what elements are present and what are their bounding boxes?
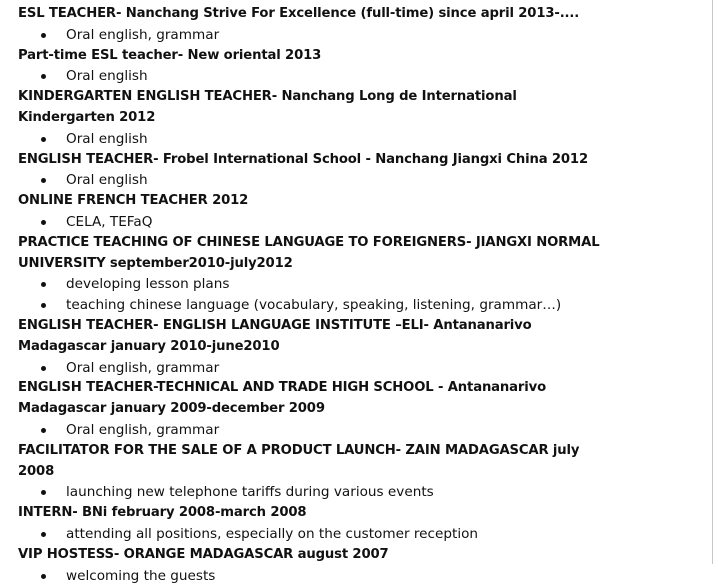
entry-title: VIP HOSTESS- ORANGE MADAGASCAR august 2007 [18,546,389,562]
entry-bullets [18,274,608,316]
page-edge-divider [712,0,718,564]
experience-entry [18,316,608,378]
bullet-item: Oral english [18,66,608,87]
entry-title: KINDERGARTEN ENGLISH TEACHER- Nanchang Long de International Kindergarten 2012 [18,89,517,125]
entry-title: ESL TEACHER- Nanchang Strive For Excellence (full-time) since april 2013-.... [18,6,580,21]
bullet-item: attending all positions, especially on the customer reception [18,524,608,545]
entry-bullets [18,420,608,441]
entry-bullets [18,25,608,46]
bullet-item: Oral english, grammar [18,25,608,46]
experience-entry [18,191,608,233]
bullet-item: launching new telephone tariffs during various events [18,482,608,503]
bullet-item: developing lesson plans [18,274,608,295]
entry-title: FACILITATOR FOR THE SALE OF A PRODUCT LAUNCH- ZAIN MADAGASCAR july 2008 [18,442,580,479]
entry-bullets [18,566,608,586]
entry-title: ONLINE FRENCH TEACHER 2012 [18,193,249,209]
entry-title: Part-time ESL teacher- New oriental 2013 [18,47,322,63]
bullet-item: welcoming the guests [18,566,608,586]
experience-entry [18,545,608,586]
experience-entry [18,46,608,88]
entry-title: ENGLISH TEACHER- ENGLISH LANGUAGE INSTITUTE –ELI- Antananarivo Madagascar january 2010-june2010 [18,317,532,354]
entry-bullets [18,129,608,150]
experience-entry [18,503,608,545]
bullet-item: teaching chinese language (vocabulary, speaking, listening, grammar…) [18,295,608,316]
bullet-item: Oral english, grammar [18,358,608,379]
entry-bullets [18,212,608,233]
entry-bullets [18,66,608,87]
experience-entry [18,441,608,503]
entry-bullets [18,524,608,545]
entry-title: PRACTICE TEACHING OF CHINESE LANGUAGE TO FOREIGNERS- JIANGXI NORMAL UNIVERSITY september2010-july2012 [18,234,600,271]
experience-entry [18,150,608,192]
entry-title: ENGLISH TEACHER- Frobel International School - Nanchang Jiangxi China 2012 [18,151,588,167]
bullet-item: Oral english, grammar [18,420,608,441]
bullet-item: CELA, TEFaQ [18,212,608,233]
experience-list [18,4,608,586]
experience-entry [18,233,608,316]
bullet-item: Oral english [18,170,608,191]
entry-title: ENGLISH TEACHER-TECHNICAL AND TRADE HIGH SCHOOL - Antananarivo Madagascar january 2009-december 2009 [18,380,546,417]
entry-title: INTERN- BNi february 2008-march 2008 [18,505,307,521]
entry-bullets [18,482,608,503]
entry-bullets [18,358,608,379]
bullet-item: Oral english [18,129,608,150]
experience-entry [18,4,608,46]
experience-entry [18,378,608,440]
experience-entry [18,87,608,149]
entry-bullets [18,170,608,191]
